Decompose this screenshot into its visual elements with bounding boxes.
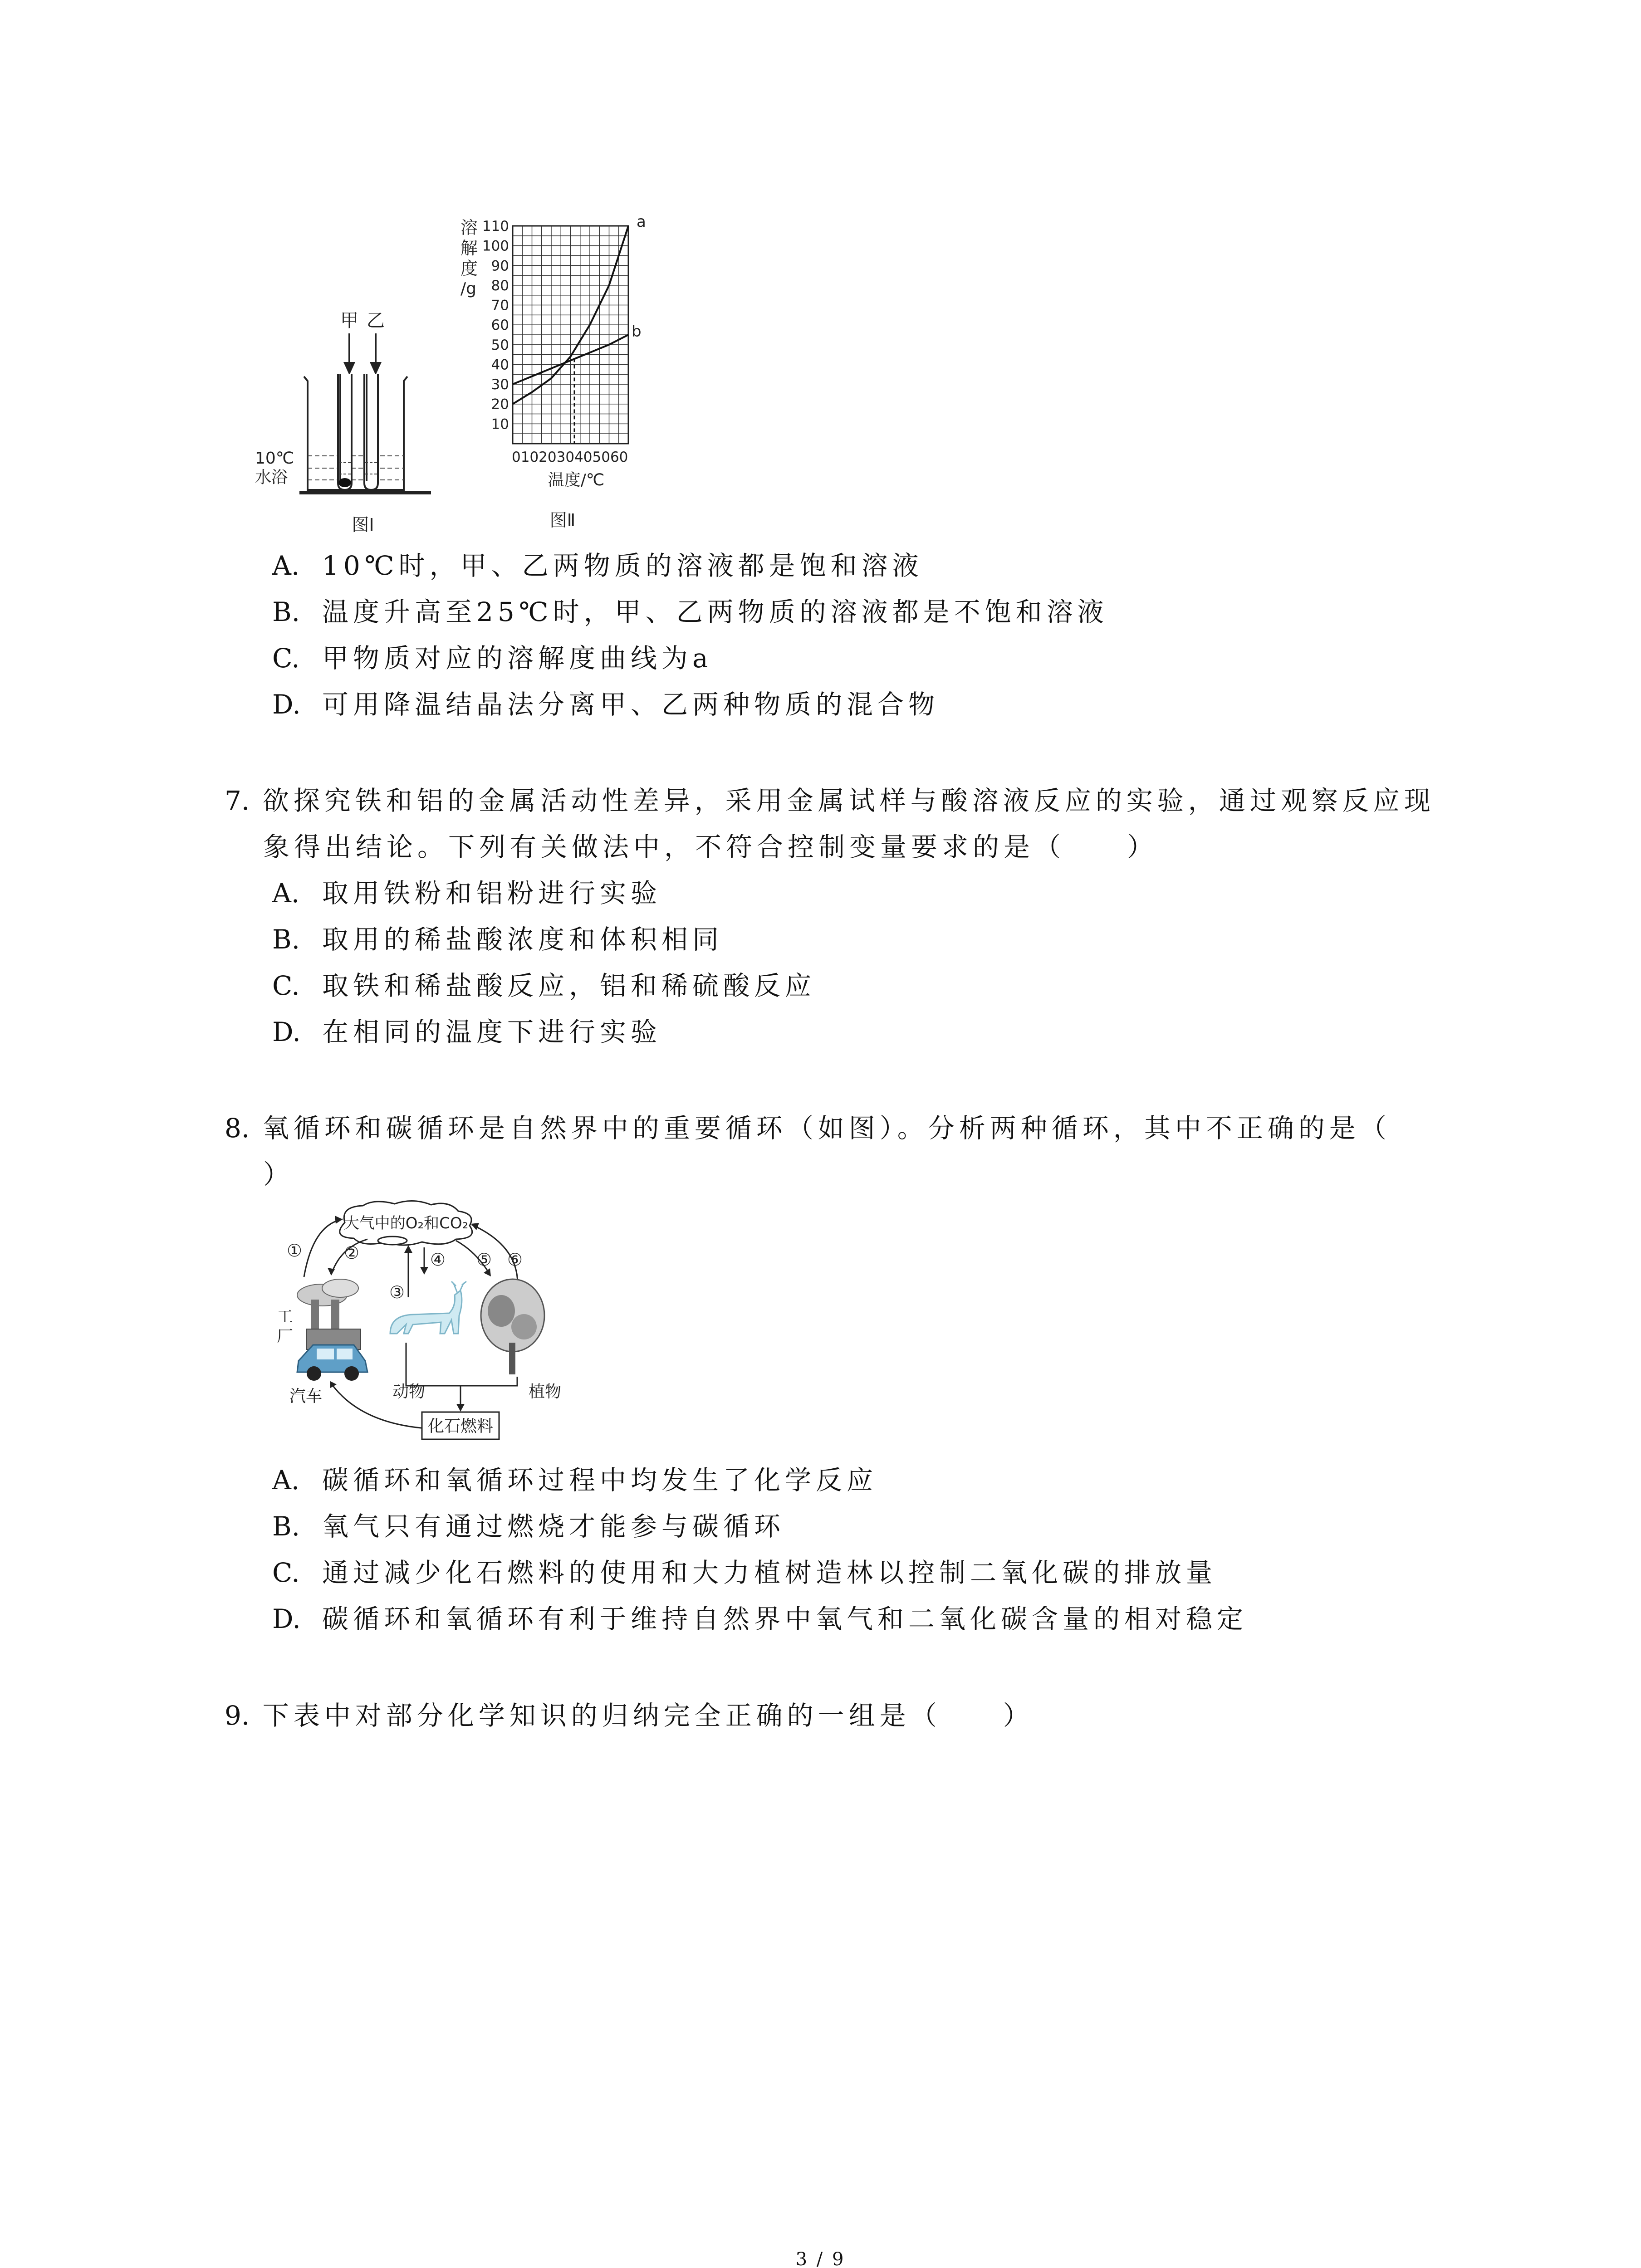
chart-y-tick-label: 30 [491,376,509,393]
question-text: 象得出结论。下列有关做法中，不符合控制变量要求的是（ ） [263,831,1158,862]
factory-icon [297,1279,361,1349]
q6-option-b [272,591,1108,629]
chart-x-ticks: 0102030405060 [512,449,628,465]
base-plate [299,491,431,494]
option-letter: C. [272,1557,300,1588]
q8-stem-line-2 [263,1153,294,1191]
factory-char-2: 厂 [277,1327,294,1346]
car-label: 汽车 [289,1387,323,1406]
chart-curve-b-label: b [632,323,642,341]
animal-label: 动物 [392,1383,426,1401]
option-letter: B. [272,924,300,955]
question-number: 8. [225,1113,250,1144]
chart-y-ticks [482,218,509,432]
q6-option-d [272,683,939,721]
q6-option-a [272,544,923,582]
chart-y-tick-label: 10 [491,416,509,433]
chart-y-tick-label: 100 [482,238,509,254]
option-letter: D. [272,689,301,720]
option-text: 在相同的温度下进行实验 [322,1017,662,1047]
option-text: 温度升高至25℃时，甲、乙两物质的溶液都是不饱和溶液 [322,596,1108,627]
option-letter: A. [272,1465,300,1496]
figure-carbon-oxygen-cycle [277,1198,622,1461]
fossil-fuel-label: 化石燃料 [427,1417,494,1436]
circle-num-1: ① [287,1241,303,1261]
q6-option-c [272,637,713,675]
question-number: 9. [225,1700,250,1731]
q8-option-d [272,1598,1248,1636]
chart-y-tick-label: 70 [491,297,509,314]
option-letter: A. [272,878,300,909]
option-letter: A. [272,550,300,581]
bath-temp-label: 10℃ [255,449,294,468]
chart-y-tick-label: 40 [491,357,509,373]
figure-2-solubility-chart [454,213,662,544]
page-number: 3 / 9 [795,2249,846,2268]
figure-2-caption: 图Ⅱ [549,510,576,530]
option-text: 10℃时，甲、乙两物质的溶液都是饱和溶液 [322,550,923,581]
q8-option-a [272,1459,877,1497]
chart-ylabel-3: 度 [460,259,478,279]
q7-option-d [272,1011,661,1049]
question-text: ） [263,1159,294,1190]
chart-y-tick-label: 80 [491,277,509,294]
question-number: 7. [225,785,250,816]
q7-option-c [272,964,816,1002]
option-text: 取用的稀盐酸浓度和体积相同 [322,924,724,955]
option-text: 碳循环和氧循环有利于维持自然界中氧气和二氧化碳含量的相对稳定 [322,1603,1248,1634]
q9-stem-line-1 [225,1694,1034,1732]
chart-ylabel-4: /g [460,279,476,298]
label-yi: 乙 [367,310,385,331]
q8-option-c [272,1551,1217,1589]
option-letter: B. [272,596,300,627]
chart-y-tick-label: 90 [491,258,509,274]
option-text: 碳循环和氧循环过程中均发生了化学反应 [322,1465,878,1496]
beaker [304,376,407,490]
label-jia: 甲 [340,310,358,331]
circle-num-6: ⑥ [507,1250,523,1270]
circle-num-3: ③ [389,1282,405,1302]
option-text: 取铁和稀盐酸反应，铝和稀硫酸反应 [322,970,816,1001]
solid-precipitate [338,478,351,487]
question-text: 下表中对部分化学知识的归纳完全正确的一组是（ ） [262,1700,1034,1731]
circle-num-4: ④ [430,1250,446,1270]
chart-grid [513,226,628,444]
chart-y-tick-label: 110 [482,218,509,235]
arrow-jia [345,333,354,373]
car-icon [297,1345,367,1381]
option-letter: D. [272,1017,301,1047]
q7-option-a [272,872,661,910]
circle-num-2: ② [344,1243,360,1263]
bath-name-label: 水浴 [255,468,288,487]
cloud-text: 大气中的O₂和CO₂ [343,1214,469,1232]
chart-xlabel: 温度/℃ [548,471,605,489]
figure-1-test-tubes [254,299,436,544]
option-letter: B. [272,1511,300,1542]
option-text: 氧气只有通过燃烧才能参与碳循环 [322,1511,785,1542]
figure-1-caption: 图Ⅰ [352,515,374,535]
chart-ylabel-2: 解 [460,238,478,258]
question-text: 欲探究铁和铝的金属活动性差异，采用金属试样与酸溶液反应的实验，通过观察反应现 [262,785,1435,816]
factory-char-1: 工 [277,1308,294,1326]
test-tube-jia [338,374,352,490]
option-letter: C. [272,970,300,1001]
q8-option-b [272,1505,785,1543]
option-text: 甲物质对应的溶解度曲线为a [322,643,713,674]
q8-stem-line-1 [225,1107,1391,1145]
question-text: 氧循环和碳循环是自然界中的重要循环（如图）。分析两种循环，其中不正确的是（ [262,1113,1391,1144]
tree-icon [481,1279,544,1374]
option-letter: D. [272,1603,301,1634]
chart-y-tick-label: 20 [491,396,509,413]
option-text: 取用铁粉和铝粉进行实验 [322,878,662,909]
q7-stem-line-1 [225,779,1435,817]
option-text: 可用降温结晶法分离甲、乙两种物质的混合物 [322,689,940,720]
q7-stem-line-2 [263,826,1158,864]
chart-y-tick-label: 60 [491,317,509,334]
arrow-yi [371,333,380,373]
chart-y-tick-label: 50 [491,337,509,353]
arrow-path-1 [304,1219,343,1277]
test-tube-yi [364,374,378,490]
chart-curve-a-label: a [637,213,646,231]
circle-num-5: ⑤ [476,1250,492,1270]
chart-ylabel-1: 溶 [460,218,478,238]
plant-label: 植物 [529,1383,562,1401]
option-letter: C. [272,643,300,674]
option-text: 通过减少化石燃料的使用和大力植树造林以控制二氧化碳的排放量 [322,1557,1217,1588]
q7-option-b [272,918,723,956]
